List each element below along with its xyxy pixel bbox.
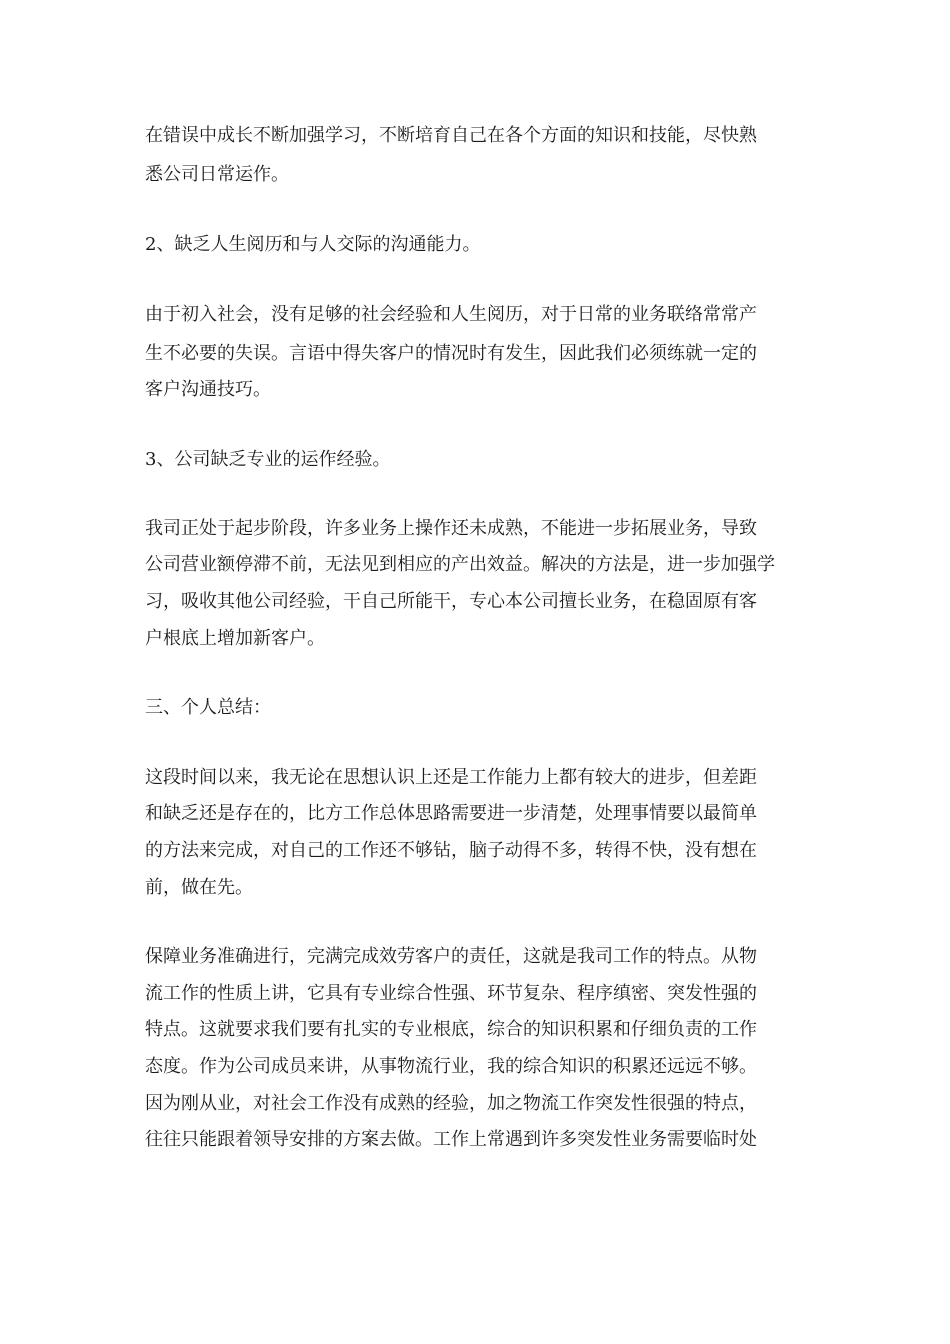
section-heading: 3、公司缺乏专业的运作经验。 (145, 449, 391, 470)
text-line: 态度。作为公司成员来讲，从事物流行业，我的综合知识的积累还远远不够。 (145, 1056, 757, 1077)
text-line: 由于初入社会，没有足够的社会经验和人生阅历，对于日常的业务联络常常产 (145, 304, 757, 325)
text-line: 习，吸收其他公司经验，干自己所能干，专心本公司擅长业务，在稳固原有客 (145, 591, 757, 612)
text-line: 这段时间以来，我无论在思想认识上还是工作能力上都有较大的进步，但差距 (145, 767, 757, 788)
text-line: 流工作的性质上讲，它具有专业综合性强、环节复杂、程序缜密、突发性强的 (145, 983, 757, 1004)
text-line: 因为刚从业，对社会工作没有成熟的经验，加之物流工作突发性很强的特点， (145, 1093, 757, 1114)
text-line: 和缺乏还是存在的，比方工作总体思路需要进一步清楚，处理事情要以最简单 (145, 803, 757, 824)
text-line: 悉公司日常运作。 (145, 164, 289, 185)
text-line: 在错误中成长不断加强学习，不断培育自己在各个方面的知识和技能，尽快熟 (145, 125, 757, 146)
text-line: 公司营业额停滞不前，无法见到相应的产出效益。解决的方法是，进一步加强学 (145, 554, 775, 575)
text-line: 生不必要的失误。言语中得失客户的情况时有发生，因此我们必须练就一定的 (145, 343, 757, 364)
section-heading: 2、缺乏人生阅历和与人交际的沟通能力。 (145, 234, 481, 255)
text-line: 往往只能跟着领导安排的方案去做。工作上常遇到许多突发性业务需要临时处 (145, 1129, 757, 1150)
text-line: 保障业务准确进行，完满完成效劳客户的责任，这就是我司工作的特点。从物 (145, 946, 757, 967)
text-line: 客户沟通技巧。 (145, 379, 271, 400)
text-line: 我司正处于起步阶段，许多业务上操作还未成熟，不能进一步拓展业务，导致 (145, 518, 757, 539)
text-line: 特点。这就要求我们要有扎实的专业根底，综合的知识积累和仔细负责的工作 (145, 1019, 757, 1040)
text-line: 户根底上增加新客户。 (145, 628, 325, 649)
text-line: 前，做在先。 (145, 877, 253, 898)
section-heading: 三、个人总结： (145, 697, 271, 718)
text-line: 的方法来完成，对自己的工作还不够钻，脑子动得不多，转得不快，没有想在 (145, 840, 757, 861)
